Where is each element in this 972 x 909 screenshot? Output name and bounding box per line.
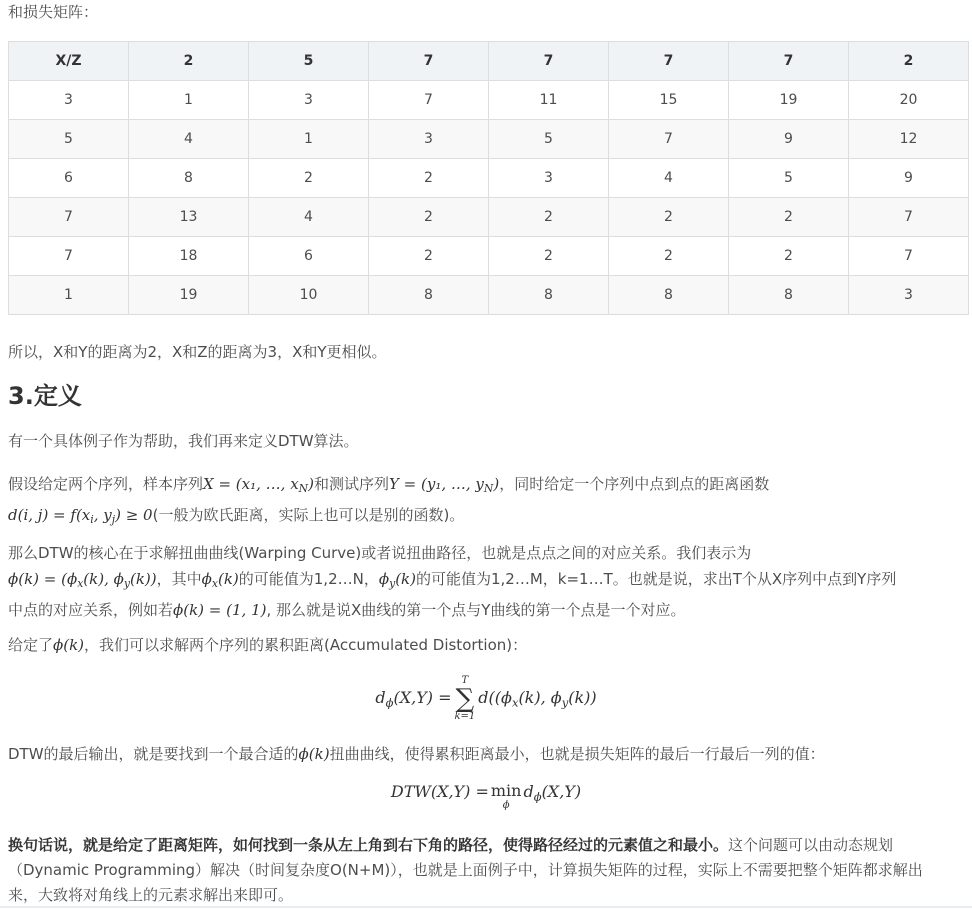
table-cell: 8 xyxy=(369,276,489,315)
text-span: (一般为欧氏距离，实际上也可以是别的函数)。 xyxy=(152,506,465,525)
section-heading: 3.定义 xyxy=(8,382,82,410)
text-span: 假设给定两个序列，样本序列 xyxy=(8,475,204,493)
header-cell: 5 xyxy=(249,42,369,81)
table-row xyxy=(9,237,969,276)
header-cell: X/Z xyxy=(9,42,129,81)
header-cell: 7 xyxy=(609,42,729,81)
table-cell: 6 xyxy=(249,237,369,276)
table-cell: 3 xyxy=(849,276,969,315)
table-cell: 6 xyxy=(9,159,129,198)
header-cell: 2 xyxy=(849,42,969,81)
text-span: 的可能值为1,2…M，k=1…T。也就是说，求出T个从X序列中点到Y序列 xyxy=(415,570,897,588)
table-cell: 15 xyxy=(609,81,729,120)
table-cell: 4 xyxy=(129,120,249,159)
table-cell: 2 xyxy=(609,198,729,237)
table-cell: 5 xyxy=(729,159,849,198)
table-cell: 5 xyxy=(489,120,609,159)
table-cell: 8 xyxy=(129,159,249,198)
math-distance-function: d(i, $j) = f(x_i$, $y_j) \ge 0$ xyxy=(8,506,153,527)
header-cell: 7 xyxy=(729,42,849,81)
table-cell: 2 xyxy=(369,198,489,237)
paragraph-sequences xyxy=(8,471,968,533)
loss-matrix-table xyxy=(8,41,969,315)
header-cell: 2 xyxy=(129,42,249,81)
table-cell: 19 xyxy=(729,81,849,120)
table-cell: 2 xyxy=(249,159,369,198)
math-phi-example: ϕ(k) = (1, 1) xyxy=(173,601,267,620)
table-cell: 1 xyxy=(249,120,369,159)
table-cell: 2 xyxy=(729,198,849,237)
table-cell: 4 xyxy=(609,159,729,198)
table-cell: 4 xyxy=(249,198,369,237)
table-cell: 13 xyxy=(129,198,249,237)
table-cell: 7 xyxy=(849,237,969,276)
paragraph-accumulated xyxy=(8,633,968,657)
table-cell: 11 xyxy=(489,81,609,120)
text-span: 的可能值为1,2…N， xyxy=(238,570,379,588)
paragraph-dtw-output xyxy=(8,742,968,766)
summation-symbol: T ∑ k=1 xyxy=(454,675,476,722)
table-cell: 9 xyxy=(849,159,969,198)
math-y-sequence: Y = (y₁, …, $y_N$) xyxy=(388,475,500,496)
math-phi: ϕ(k) xyxy=(53,636,85,654)
header-cell: 7 xyxy=(369,42,489,81)
math-phi-definition: $\phi(k) = (\phi_x(k)$, $\phi_y(k)$) xyxy=(8,570,157,591)
text-span: 这个问题可以由动态规划 xyxy=(728,836,894,854)
paragraph-intro: 有一个具体例子作为帮助，我们再来定义DTW算法。 xyxy=(8,432,359,450)
text-span: ，同时给定一个序列中点到点的距离函数 xyxy=(499,475,770,493)
table-cell: 1 xyxy=(9,276,129,315)
table-cell: 2 xyxy=(369,159,489,198)
table-header-row xyxy=(9,42,969,81)
table-cell: 2 xyxy=(729,237,849,276)
paragraph-warping xyxy=(8,540,968,623)
table-cell: 7 xyxy=(9,198,129,237)
text-span: 扭曲曲线，使得累积距离最小，也就是损失矩阵的最后一行最后一列的值： xyxy=(329,745,825,763)
text-span: 那么DTW的核心在于求解扭曲曲线(Warping Curve)或者说扭曲路径，也就是点点之间的对应关系。我们表示为 xyxy=(8,544,752,562)
formula-dtw xyxy=(0,782,972,816)
table-cell: 2 xyxy=(609,237,729,276)
table-cell: 2 xyxy=(489,237,609,276)
table-cell: 8 xyxy=(609,276,729,315)
text-span: 来，大致将对角线上的元素求解出来即可。 xyxy=(8,886,294,904)
bold-summary: 换句话说，就是给定了距离矩阵，如何找到一条从左上角到右下角的路径，使得路径经过的元素值之和最小。 xyxy=(8,836,729,854)
table-cell: 20 xyxy=(849,81,969,120)
formula-lhs: DTW(X,Y) = xyxy=(390,782,489,801)
min-operator: min ϕ xyxy=(490,781,522,811)
table-cell: 8 xyxy=(489,276,609,315)
table-cell: 7 xyxy=(9,237,129,276)
table-row xyxy=(9,198,969,237)
text-span: （Dynamic Programming）解决（时间复杂度O(N+M)），也就是上面例子中，计算损失矩阵的过程，实际上不需要把整个矩阵都求解出 xyxy=(8,861,923,879)
table-row xyxy=(9,159,969,198)
table-cell: 5 xyxy=(9,120,129,159)
math-x-sequence: X = (x₁, …, $x_N$) xyxy=(203,475,314,496)
table-cell: 3 xyxy=(489,159,609,198)
table-cell: 2 xyxy=(369,237,489,276)
table-cell: 3 xyxy=(369,120,489,159)
table-cell: 18 xyxy=(129,237,249,276)
formula-rhs: $d((\phi_x(k)$, $\phi_y(k)$) xyxy=(478,688,597,710)
math-phi: ϕ(k) xyxy=(298,745,330,763)
math-phi-x: $\phi_x(k)$ xyxy=(201,570,239,591)
table-cell: 7 xyxy=(369,81,489,120)
text-span: DTW的最后输出，就是要找到一个最合适的 xyxy=(8,745,299,763)
intro-text: 和损失矩阵： xyxy=(8,3,99,21)
table-cell: 19 xyxy=(129,276,249,315)
text-span: 中点的对应关系，例如若 xyxy=(8,601,174,620)
table-row xyxy=(9,276,969,315)
header-cell: 7 xyxy=(489,42,609,81)
table-cell: 12 xyxy=(849,120,969,159)
table-cell: 2 xyxy=(489,198,609,237)
text-span: ，我们可以求解两个序列的累积距离(Accumulated Distortion)： xyxy=(84,636,528,654)
table-cell: 7 xyxy=(609,120,729,159)
formula-rhs: $d_\phi(X,Y)$ xyxy=(523,782,582,804)
table-cell: 3 xyxy=(9,81,129,120)
table-cell: 10 xyxy=(249,276,369,315)
divider xyxy=(0,906,972,908)
paragraph-summary xyxy=(8,833,968,908)
text-span: 和测试序列 xyxy=(313,475,389,493)
table-cell: 8 xyxy=(729,276,849,315)
text-span: 给定了 xyxy=(8,636,54,654)
table-cell: 3 xyxy=(249,81,369,120)
text-span: ，其中 xyxy=(156,570,202,588)
math-phi-y: $\phi_y(k)$ xyxy=(378,570,416,591)
table-cell: 9 xyxy=(729,120,849,159)
table-row xyxy=(9,81,969,120)
conclusion-text: 所以，X和Y的距离为2，X和Z的距离为3，X和Y更相似。 xyxy=(8,343,387,361)
formula-accumulated-distance xyxy=(0,676,972,728)
table-row xyxy=(9,120,969,159)
text-span: , 那么就是说X曲线的第一个点与Y曲线的第一个点是一个对应。 xyxy=(266,601,686,620)
formula-lhs: $d_\phi(X,Y)$ = xyxy=(375,688,452,710)
table-cell: 1 xyxy=(129,81,249,120)
table-cell: 7 xyxy=(849,198,969,237)
